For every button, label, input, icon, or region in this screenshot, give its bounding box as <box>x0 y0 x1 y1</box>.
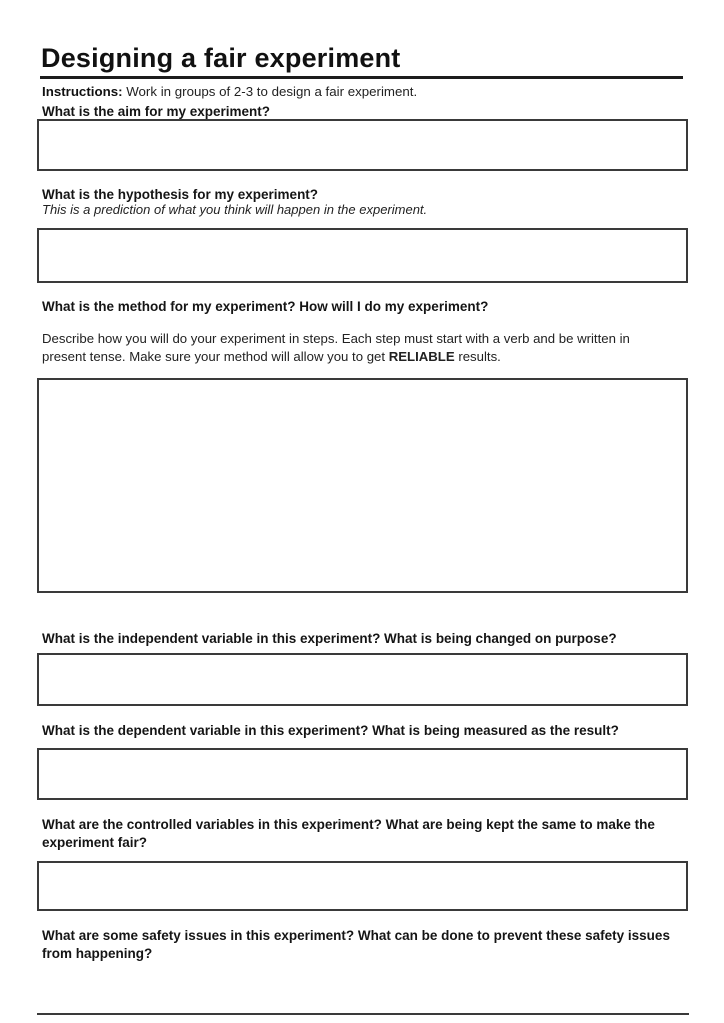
title-underline-rule <box>40 76 683 79</box>
answer-box-method[interactable] <box>37 378 688 593</box>
question-method: What is the method for my experiment? How will I do my experiment? <box>42 299 489 314</box>
question-dependent-variable: What is the dependent variable in this experiment? What is being measured as the result? <box>42 723 619 738</box>
answer-box-dependent-variable[interactable] <box>37 748 688 800</box>
answer-box-safety-cutoff-top-border[interactable] <box>37 1013 689 1015</box>
page-title: Designing a fair experiment <box>41 43 401 73</box>
answer-box-hypothesis[interactable] <box>37 228 688 283</box>
answer-box-aim[interactable] <box>37 119 688 171</box>
hypothesis-hint: This is a prediction of what you think will happen in the experiment. <box>42 202 428 217</box>
answer-box-controlled-variables[interactable] <box>37 861 688 911</box>
instructions-label: Instructions: <box>42 84 123 99</box>
answer-box-independent-variable[interactable] <box>37 653 688 706</box>
method-description-line1: Describe how you will do your experiment in steps. Each step must start with a verb and be written in <box>42 331 630 346</box>
method-description-line2-end: results. <box>454 348 501 364</box>
question-aim: What is the aim for my experiment? <box>42 104 271 119</box>
question-hypothesis: What is the hypothesis for my experiment? <box>42 187 319 202</box>
question-safety-issues-line2: from happening? <box>42 946 153 961</box>
question-safety-issues <box>42 927 670 963</box>
question-independent-variable: What is the independent variable in this experiment? What is being changed on purpose? <box>42 631 617 646</box>
question-controlled-variables-line2: experiment fair? <box>42 834 148 850</box>
question-safety-issues-line1: What are some safety issues in this experiment? What can be done to prevent these safety issues <box>42 928 670 943</box>
instructions-text: Work in groups of 2-3 to design a fair experiment. <box>122 84 418 99</box>
question-controlled-variables-line1: What are the controlled variables in this experiment? What are being kept the same to make the <box>42 817 655 832</box>
instructions-line <box>42 84 417 100</box>
method-description-line2-start: present tense. Make sure your method will allow you to get <box>42 348 389 364</box>
method-description <box>42 330 630 365</box>
method-description-emphasis: RELIABLE <box>388 348 455 364</box>
question-controlled-variables <box>42 816 655 851</box>
